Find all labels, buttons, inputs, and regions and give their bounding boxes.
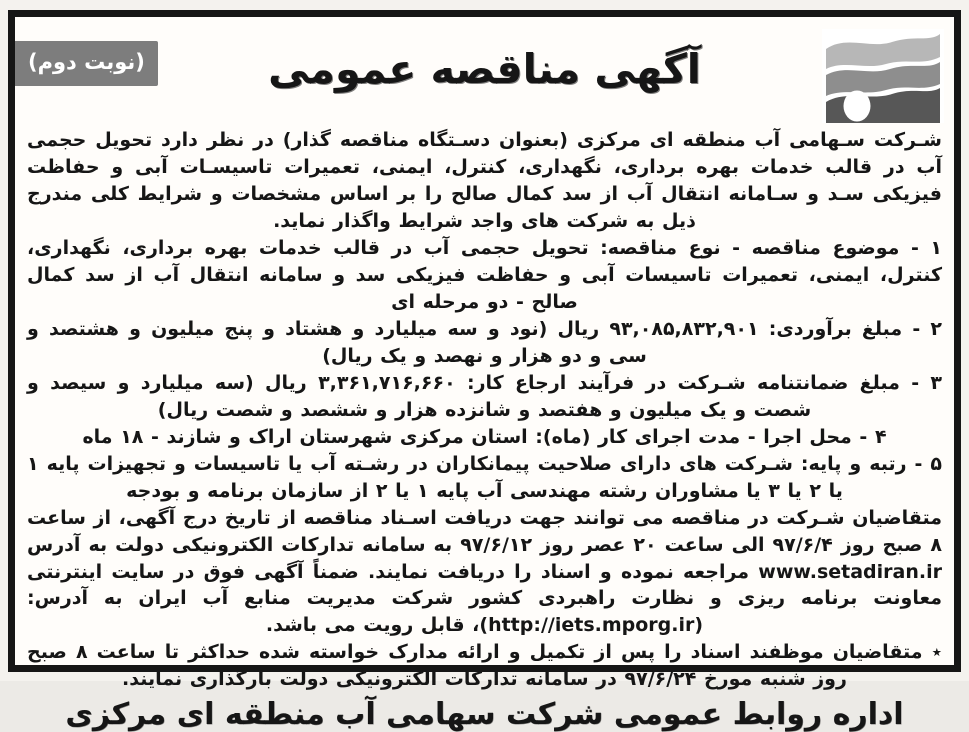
- round-badge: (نوبت دوم): [15, 41, 158, 86]
- tender-item-rank-grade: ۵ - رتبه و پایه: شـرکت های دارای صلاحیت پیمانکاران در رشـته آب یا تاسیسات و تجهیزات پایه ۱ یا ۲ یا ۳ یا مشاوران رشته مهندسی آب پایه ۱ یا ۲ از سازمان برنامه و بودجه: [27, 452, 942, 502]
- footer-signature: اداره روابط عمومی شرکت سهامی آب منطقه ای مرکزی: [65, 697, 904, 732]
- ad-title: آگهی مناقصه عمومی: [268, 45, 701, 93]
- tender-item-location-duration: ۴ - محل اجرا - مدت اجرای کار (ماه): استان مرکزی شهرستان اراک و شازند - ۱۸ ماه: [82, 425, 887, 448]
- applicants-instructions-paragraph: متقاضیان شـرکت در مناقصه می توانند جهت دریافت اسـناد مناقصه از تاریخ درج آگهی، از ساعت ۸ صبح روز ۹۷/۶/۴ الی ساعت ۲۰ عصر روز ۹۷/۶/۱۲ به سامانه تدارکات الکترونیکی دولت به آدرس www.setadiran.ir مراجعه نموده و اسناد را دریافت نمایند. ضمناً آگهی فوق در سایت اینترنتی معاونت برنامه ریزی و نظارت راهبردی کشور شرکت مدیریت منابع آب ایران به آدرس: (http://iets.mporg.ir)، قابل رویت می باشد.: [27, 506, 942, 637]
- tender-item-subject: ۱ - موضوع مناقصه - نوع مناقصه: تحویل حجمی آب در قالب خدمات بهره برداری، نگهداری، کنترل، ایمنی، تعمیرات تاسیسات آبی و حفاظت فیزیکی سد و سامانه انتقال آب از سد کمال صالح - دو مرحله ای: [27, 236, 942, 313]
- intro-paragraph: شـرکت سـهامی آب منطقه ای مرکزی (بعنوان دسـتگاه مناقصه گذار) در نظر دارد تحویل حجمی آب در قالب خدمات بهره برداری، نگهداری، کنترل، ایمنی، تعمیرات تاسیسـات آبی و حفاظت فیزیکی سـد و سـامانه انتقال آب از سد کمال صالح را بر اساس مشخصات و شرایط کلی مندرج ذیل به شرکت های واجد شرایط واگذار نماید.: [27, 129, 942, 232]
- tender-item-estimate-amount: ۲ - مبلغ برآوردی: ۹۳,۰۸۵,۸۳۲,۹۰۱ ریال (نود و سه میلیارد و هشتاد و پنج میلیون و هشتصد و سی و دو هزار و نهصد و یک ریال): [27, 317, 942, 367]
- ad-header: [27, 19, 942, 119]
- tender-item-guarantee-amount: ۳ - مبلغ ضمانتنامه شـرکت در فرآیند ارجاع کار: ۳,۳۶۱,۷۱۶,۶۶۰ ریال (سه میلیارد و سیصد و شصت و یک میلیون و هفتصد و شانزده هزار و ششصد و شصت ریال): [27, 371, 942, 421]
- tender-ad-frame: [8, 10, 961, 732]
- ad-body: [27, 127, 942, 693]
- ad-footer: [27, 697, 942, 732]
- water-waves-logo-icon: [822, 29, 944, 123]
- upload-deadline-note: ٭ متقاضیان موظفند اسناد را پس از تکمیل و ارائه مدارک خواسته شده حداکثر تا ساعت ۸ صبح روز شنبه مورخ ۹۷/۶/۲۴ در سامانه تدارکات الکترونیکی دولت بارگذاری نمایند.: [27, 641, 942, 691]
